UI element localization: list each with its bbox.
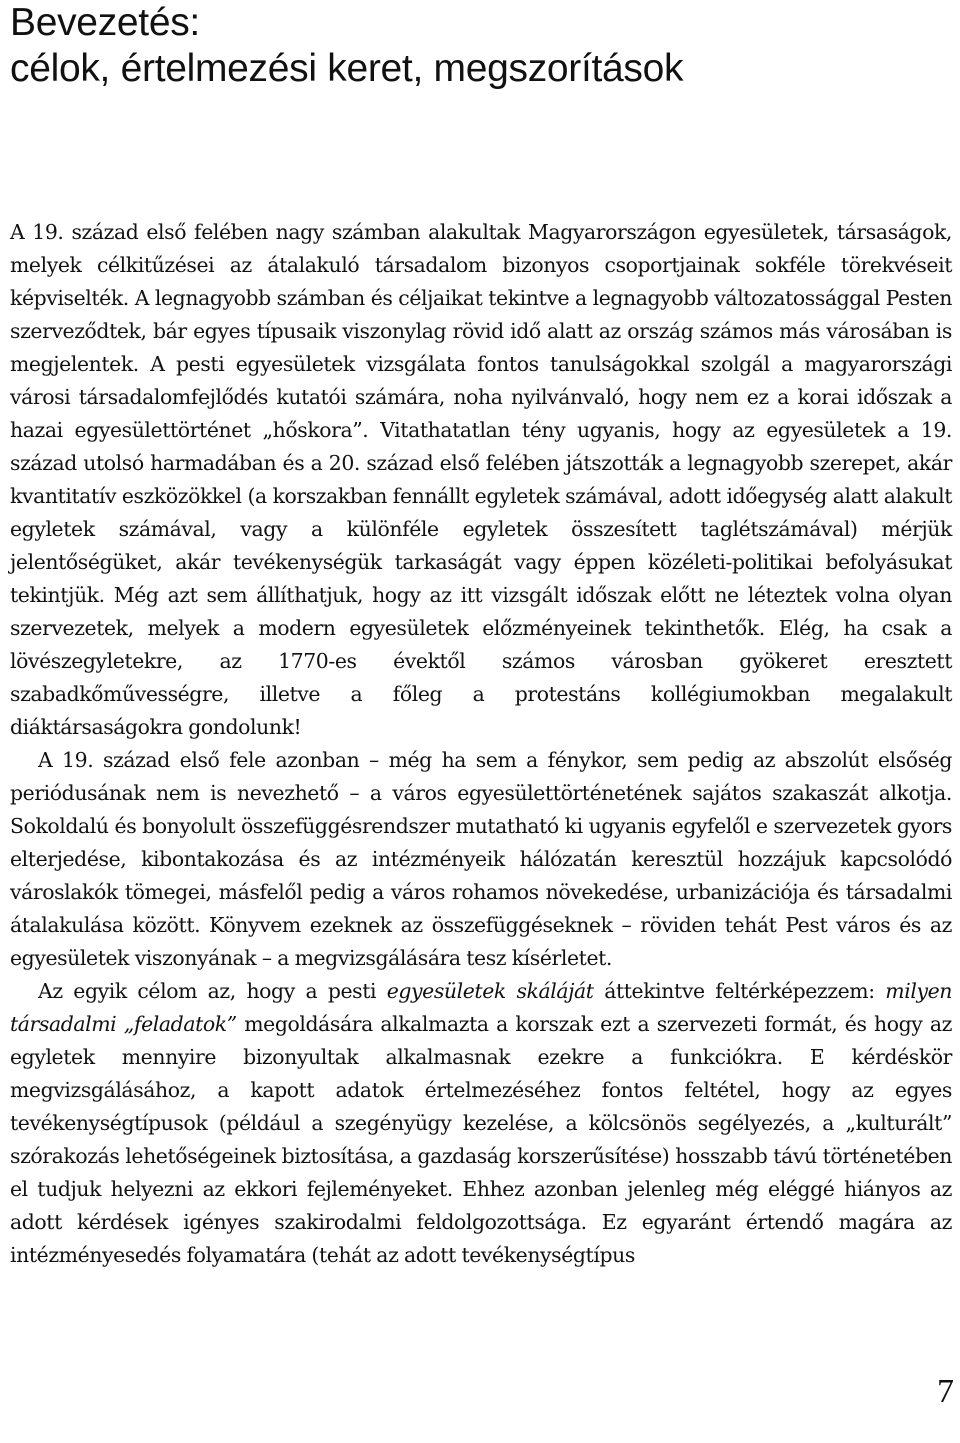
chapter-heading-line-2: célok, értelmezési keret, megszorítások <box>10 47 684 90</box>
paragraph-3 <box>10 975 952 1272</box>
paragraph-2: A 19. század első fele azonban – még ha sem a fénykor, sem pedig az abszolút elsőség periódusának nem is nevezhető – a város egyesülettörténetének sajátos szakaszát alkotja. Sokoldalú és bonyolult összefüggésrendszer mutatható ki ugyanis egyfelől e szervezetek gyors elterjedése, kibontakozása és az intézményeik hálózatán keresztül hozzájuk kapcsolódó városlakók tömegei, másfelől pedig a város rohamos növekedése, urbanizációja és társadalmi átalakulása között. Könyvem ezeknek az összefüggéseknek – röviden tehát Pest város és az egyesületek viszonyának – a megvizsgálására tesz kísérletet. <box>10 748 952 970</box>
page-number: 7 <box>937 1373 954 1410</box>
document-page <box>10 0 952 1272</box>
chapter-heading-line-1: Bevezetés: <box>10 1 200 44</box>
paragraph-3-text-3: megoldására alkalmazta a korszak ezt a szervezeti formát, és hogy az egyletek mennyire bizonyultak alkalmasnak ezekre a funkciókra. E kérdéskör megvizsgálásához, a kapott adatok értelmezéséhez fontos feltétel, hogy az egyes tevékenységtípusok (például a szegényügy kezelése, a kölcsönös segélyezés, a „kulturált” szórakozás lehetőségeinek biztosítása, a gazdaság korszerűsítése) hosszabb távú történetében el tudjuk helyezni az ekkori fejleményeket. Ehhez azonban jelenleg még eléggé hiányos az adott kérdések igényes szakirodalmi feldolgozottsága. Ez egyaránt értendő magára az intézményesedés folyamatára (tehát az adott tevékenységtípus <box>10 1012 953 1267</box>
paragraph-3-text-1: Az egyik célom az, hogy a pesti <box>38 979 387 1003</box>
chapter-heading <box>10 0 952 92</box>
body-text <box>10 216 952 1272</box>
paragraph-3-text-2: áttekintve feltérképezzem: <box>593 979 886 1003</box>
paragraph-1: A 19. század első felében nagy számban alakultak Magyarországon egyesületek, társaságok, melyek célkitűzései az átalakuló társadalom bizonyos csoportjainak sokféle törekvéseit képviselték. A legnagyobb számban és céljaikat tekintve a legnagyobb változatossággal Pesten szerveződtek, bár egyes típusaik viszonylag rövid idő alatt az ország számos más városában is megjelentek. A pesti egyesületek vizsgálata fontos tanulságokkal szolgál a magyarországi városi társadalomfejlődés kutatói számára, noha nyilvánvaló, hogy nem ez a korai időszak a hazai egyesülettörténet „hőskora”. Vitathatatlan tény ugyanis, hogy az egyesületek a 19. század utolsó harmadában és a 20. század első felében játszották a legnagyobb szerepet, akár kvantitatív eszközökkel (a korszakban fennállt egyletek számával, adott időegység alatt alakult egyletek számával, vagy a különféle egyletek összesített taglétszámával) mérjük jelentőségüket, akár tevékenységük tarkaságát vagy éppen közéleti-politikai befolyásukat tekintjük. Még azt sem állíthatjuk, hogy az itt vizsgált időszak előtt ne léteztek volna olyan szervezetek, melyek a modern egyesületek előzményeinek tekinthetők. Elég, ha csak a lövészegyletekre, az 1770-es évektől számos városban gyökeret eresztett szabadkőművességre, illetve a főleg a protestáns kollégiumokban megalakult diáktársaságokra gondolunk! <box>10 220 952 739</box>
paragraph-3-emphasis-1: egyesületek skáláját <box>386 979 594 1003</box>
paragraph-3-emphasis-2: milyen társadalmi „feladatok” <box>10 979 952 1036</box>
